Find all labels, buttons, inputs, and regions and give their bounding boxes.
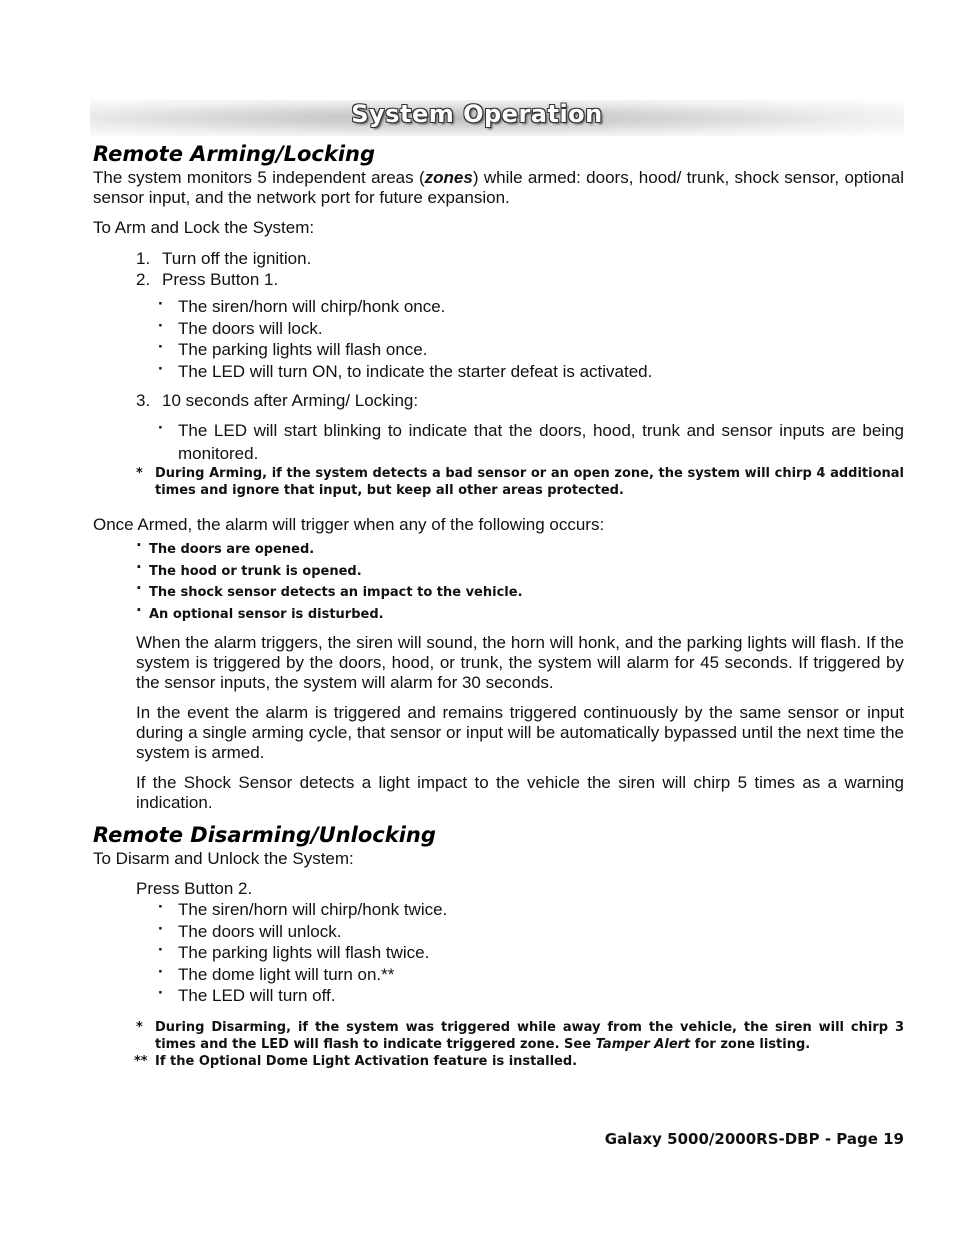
press-button-2: Press Button 2. bbox=[136, 879, 253, 898]
list-item: · The dome light will turn on.** bbox=[158, 964, 904, 986]
page-footer: Galaxy 5000/2000RS-DBP - Page 19 bbox=[604, 1130, 904, 1148]
step-3: 3. 10 seconds after Arming/ Locking: bbox=[136, 391, 419, 410]
trigger-item: · The shock sensor detects an impact to the vehicle. bbox=[136, 582, 904, 604]
disarming-note: * During Disarming, if the system was triggered while away from the vehicle, the siren will chirp 3 times and the LED will flash to indicate triggered zone. See Tamper Alert for zone listing. bbox=[136, 1019, 904, 1052]
dome-light-note: ** If the Optional Dome Light Activation feature is installed. bbox=[134, 1053, 578, 1069]
step-1: 1. Turn off the ignition. bbox=[136, 249, 312, 268]
list-item: · The doors will lock. bbox=[158, 318, 904, 340]
once-armed-text: Once Armed, the alarm will trigger when any of the following occurs: bbox=[93, 515, 605, 534]
list-item: · The parking lights will flash once. bbox=[158, 339, 904, 361]
arming-intro: The system monitors 5 independent areas (zones) while armed: doors, hood/ trunk, shock sensor, optional sensor input, and the network port for future expansion. bbox=[93, 168, 904, 207]
list-item: · The LED will turn off. bbox=[158, 985, 904, 1007]
trigger-item: · The doors are opened. bbox=[136, 539, 904, 561]
disarming-heading: Remote Disarming/Unlocking bbox=[93, 823, 436, 847]
list-item: · The doors will unlock. bbox=[158, 921, 904, 943]
step-2: 2. Press Button 1. bbox=[136, 270, 279, 289]
to-disarm-text: To Disarm and Unlock the System: bbox=[93, 849, 354, 868]
list-item: · The siren/horn will chirp/honk once. bbox=[158, 296, 904, 318]
section-title: System Operation bbox=[351, 100, 603, 128]
list-item: · The parking lights will flash twice. bbox=[158, 942, 904, 964]
trigger-item: · The hood or trunk is opened. bbox=[136, 561, 904, 583]
trigger-paragraph: When the alarm triggers, the siren will sound, the horn will honk, and the parking lights will flash. If the system is triggered by the doors, hood, or trunk, the system will alarm for 45 seconds. If triggered by the sensor inputs, the system will alarm for 30 seconds. bbox=[136, 633, 904, 692]
list-item: · The LED will start blinking to indicate that the doors, hood, trunk and sensor inputs are being monitored. bbox=[158, 419, 904, 465]
list-item: · The LED will turn ON, to indicate the starter defeat is activated. bbox=[158, 361, 904, 383]
to-arm-text: To Arm and Lock the System: bbox=[93, 218, 315, 237]
list-item: · The siren/horn will chirp/honk twice. bbox=[158, 899, 904, 921]
arming-note: * During Arming, if the system detects a bad sensor or an open zone, the system will chirp 4 additional times and ignore that input, but keep all other areas protected. bbox=[136, 466, 904, 498]
page-content bbox=[93, 140, 904, 1070]
arming-heading: Remote Arming/Locking bbox=[93, 142, 376, 166]
shock-paragraph: If the Shock Sensor detects a light impact to the vehicle the siren will chirp 5 times as a warning indication. bbox=[136, 773, 904, 812]
trigger-item: · An optional sensor is disturbed. bbox=[136, 604, 904, 626]
bypass-paragraph: In the event the alarm is triggered and remains triggered continuously by the same sensor or input during a single arming cycle, that sensor or input will be automatically bypassed until the next time the system is armed. bbox=[136, 703, 904, 762]
